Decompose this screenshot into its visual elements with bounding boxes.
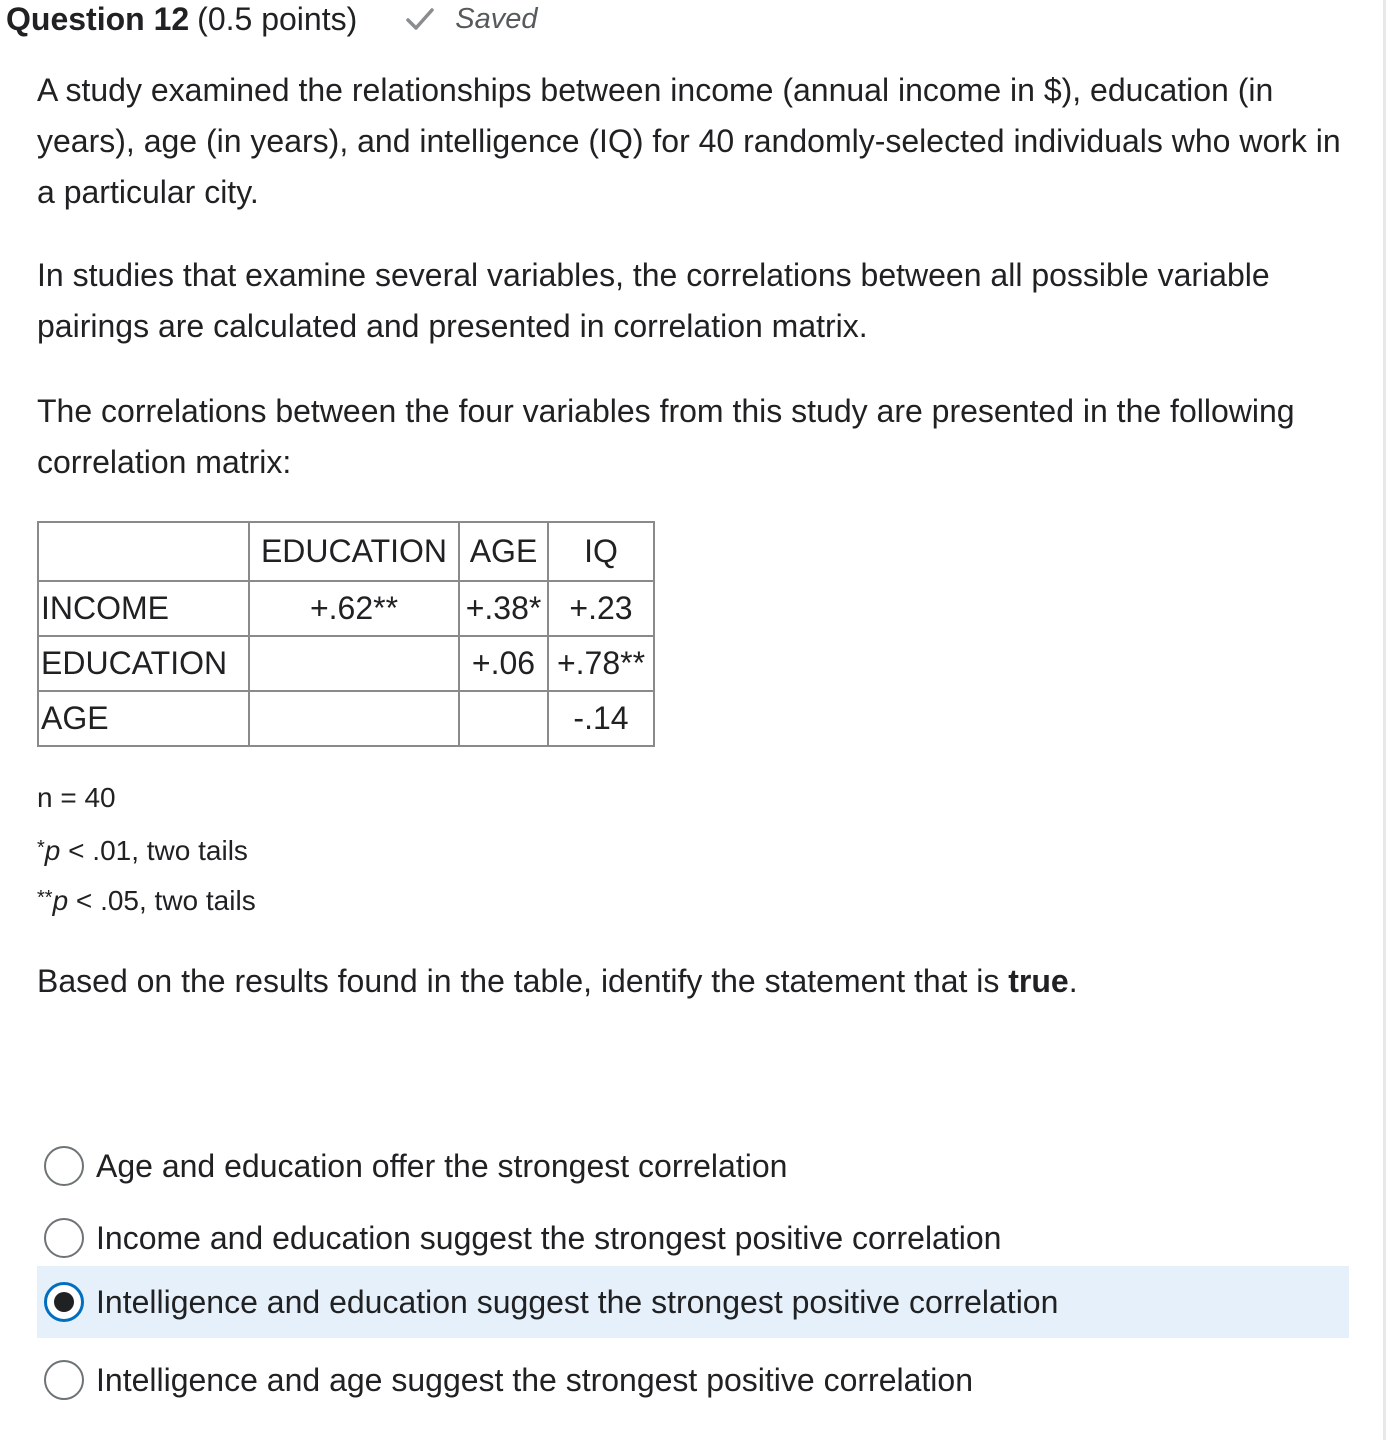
answer-option-label[interactable]: Income and education suggest the strongest positive correlation (96, 1219, 1002, 1256)
matrix-cell: +.06 (459, 636, 548, 691)
question-paragraph-2: In studies that examine several variables, the correlations between all possible variable pairings are calculated and presented in correlation matrix. (37, 257, 1270, 344)
matrix-row-label: INCOME (38, 581, 249, 636)
note-text: < .05, two tails (68, 885, 256, 916)
matrix-cell: -.14 (548, 691, 654, 746)
prompt-end: . (1068, 963, 1078, 999)
note-text: < .01, two tails (60, 835, 248, 866)
matrix-row (38, 581, 654, 636)
answer-option-label[interactable]: Intelligence and age suggest the strongest positive correlation (96, 1361, 973, 1398)
check-icon (405, 6, 435, 32)
matrix-row (38, 691, 654, 746)
answer-option-label[interactable]: Age and education offer the strongest correlation (96, 1147, 788, 1184)
correlation-matrix (37, 521, 655, 747)
matrix-cell (249, 636, 459, 691)
answer-option[interactable] (37, 1344, 1349, 1416)
saved-label: Saved (455, 2, 538, 35)
matrix-cell: +.78** (548, 636, 654, 691)
radio-button[interactable] (44, 1360, 84, 1400)
note-mark: * (37, 837, 45, 859)
matrix-cell (459, 691, 548, 746)
radio-button-checked[interactable] (44, 1282, 84, 1322)
significance-note-2 (37, 876, 256, 926)
matrix-cell: +.62** (249, 581, 459, 636)
significance-note-1 (37, 826, 256, 876)
matrix-row-label: AGE (38, 691, 249, 746)
prompt-emphasis: true (1008, 963, 1069, 999)
radio-button[interactable] (44, 1218, 84, 1258)
answer-option[interactable] (37, 1130, 1349, 1202)
answer-option-selected[interactable] (37, 1266, 1349, 1338)
p-symbol: p (52, 885, 69, 916)
matrix-cell (249, 691, 459, 746)
matrix-row (38, 636, 654, 691)
answer-option-label[interactable]: Intelligence and education suggest the strongest positive correlation (96, 1283, 1059, 1320)
question-paragraph-1: A study examined the relationships between income (annual income in $), education (in years), age (in years), and intelligence (IQ) for 40 randomly-selected individuals who work in a particular city. (37, 72, 1341, 210)
question-header (6, 0, 537, 38)
sample-size-note: n = 40 (37, 782, 116, 813)
p-symbol: p (44, 835, 61, 866)
matrix-cell: +.23 (548, 581, 654, 636)
question-points: (0.5 points) (197, 0, 358, 37)
radio-button[interactable] (44, 1146, 84, 1186)
answer-option[interactable] (37, 1202, 1349, 1274)
question-paragraph-3: The correlations between the four variables from this study are presented in the following correlation matrix: (37, 393, 1295, 480)
matrix-header-cell: EDUCATION (249, 522, 459, 581)
note-mark: ** (37, 887, 53, 909)
matrix-header-cell (38, 522, 249, 581)
prompt-text: Based on the results found in the table, identify the statement that is (37, 963, 1009, 999)
matrix-header-cell: AGE (459, 522, 548, 581)
matrix-header-row (38, 522, 654, 581)
matrix-row-label: EDUCATION (38, 636, 249, 691)
table-notes (37, 776, 256, 926)
matrix-cell: +.38* (459, 581, 548, 636)
saved-status (405, 3, 537, 36)
question-prompt (37, 956, 1078, 1006)
question-title: Question 12 (6, 0, 190, 37)
matrix-header-cell: IQ (548, 522, 654, 581)
